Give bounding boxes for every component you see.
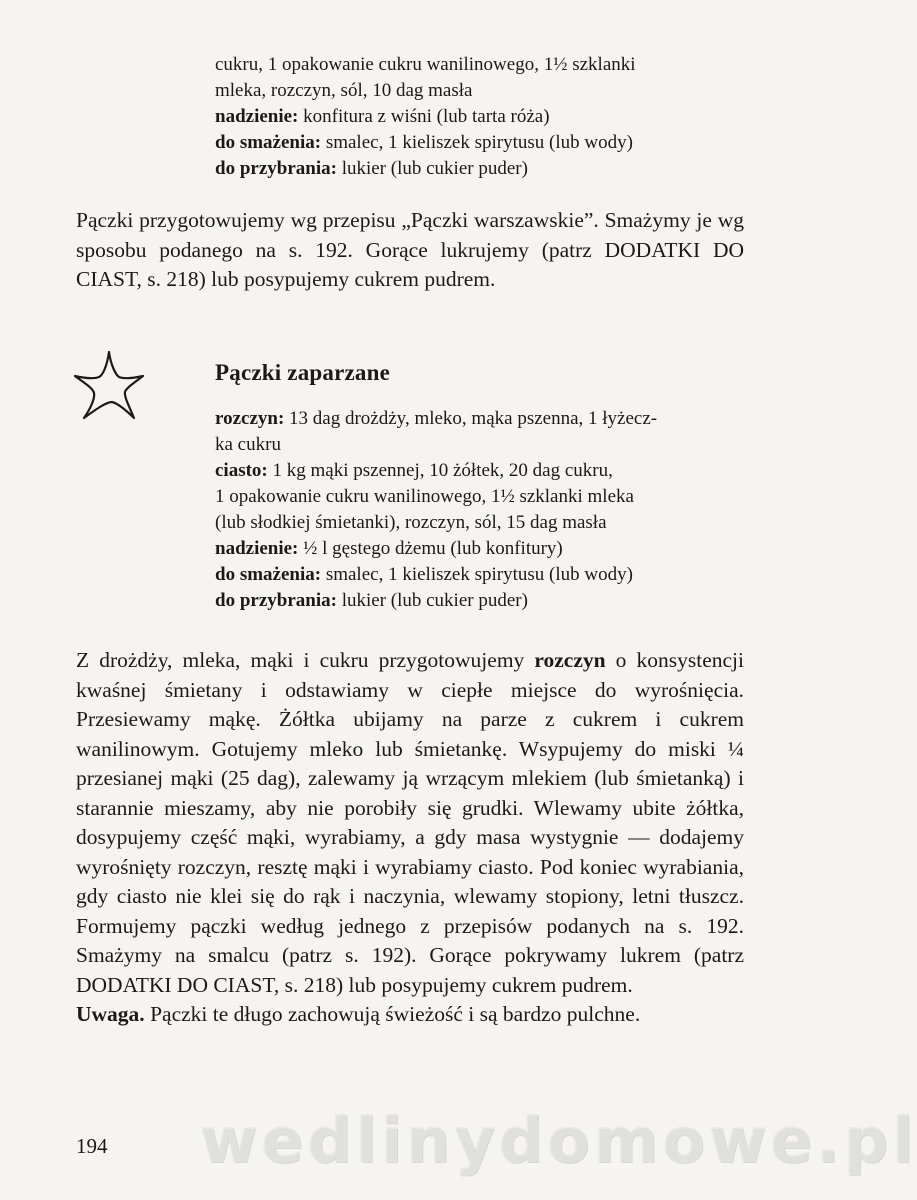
- recipe1-ingredients: [215, 52, 725, 182]
- ingredient-line: mleka, rozczyn, sól, 10 dag masła: [215, 80, 473, 101]
- ingredient-line: nadzienie: ½ l gęstego dżemu (lub konfitury): [215, 538, 563, 559]
- ingredient-line: nadzienie: konfitura z wiśni (lub tarta róża): [215, 106, 550, 127]
- ingredient-line: cukru, 1 opakowanie cukru wanilinowego, 1½ szklanki: [215, 54, 636, 75]
- ingredient-line: do smażenia: smalec, 1 kieliszek spirytusu (lub wody): [215, 564, 633, 585]
- ingredient-line: do przybrania: lukier (lub cukier puder): [215, 158, 528, 179]
- recipe2-ingredients: [215, 406, 725, 614]
- ingredient-line: (lub słodkiej śmietanki), rozczyn, sól, 15 dag masła: [215, 512, 607, 533]
- page-number: 194: [76, 1134, 108, 1158]
- recipe1-instructions: [76, 206, 744, 295]
- watermark: wedlinydomowe.pl: [200, 1104, 917, 1177]
- ingredient-line: do przybrania: lukier (lub cukier puder): [215, 590, 528, 611]
- recipe2-note: Uwaga. Pączki te długo zachowują świeżość i są bardzo pulchne.: [76, 1002, 641, 1026]
- ingredient-line: ciasto: 1 kg mąki pszennej, 10 żółtek, 20 dag cukru,: [215, 460, 613, 481]
- ingredient-line: 1 opakowanie cukru wanilinowego, 1½ szklanki mleka: [215, 486, 634, 507]
- note-label: Uwaga.: [76, 1002, 145, 1026]
- recipe1-paragraph: Pączki przygotowujemy wg przepisu „Pączki warszawskie”. Smażymy je wg sposobu podanego na s. 192. Gorące lukrujemy (patrz DODATKI DO CIAST, s. 218) lub posypujemy cukrem pudrem.: [76, 208, 744, 291]
- recipe2-title: Pączki zaparzane: [215, 360, 391, 385]
- ingredient-line: do smażenia: smalec, 1 kieliszek spirytusu (lub wody): [215, 132, 633, 153]
- star-outline-icon: [72, 348, 146, 422]
- ingredient-line: rozczyn: 13 dag drożdży, mleko, mąka pszenna, 1 łyżecz-: [215, 408, 658, 429]
- ingredient-line: ka cukru: [215, 434, 281, 455]
- bold-term: rozczyn: [534, 648, 606, 672]
- recipe2-paragraph: Z drożdży, mleka, mąki i cukru przygotowujemy rozczyn o konsystencji kwaśnej śmietany i odstawiamy w ciepłe miejsce do wyrośnięcia. Przesiewamy mąkę. Żółtka ubijamy na parze z cukrem i cukrem wanilinowym. Gotujemy mleko lub śmietankę. Wsypujemy do miski ¼ przesianej mąki (25 dag), zalewamy ją wrzącym mlekiem (lub śmietanką) i starannie mieszamy, aby nie porobiły się grudki. Wlewamy ubite żółtka, dosypujemy część mąki, wyrabiamy, a gdy masa wystygnie — dodajemy wyrośnięty rozczyn, resztę mąki i wyrabiamy ciasto. Pod koniec wyrabiania, gdy ciasto nie klei się do rąk i naczynia, wlewamy stopiony, letni tłuszcz. Formujemy pączki według jednego z przepisów podanych na s. 192. Smażymy na smalcu (patrz s. 192). Gorące pokrywamy lukrem (patrz DODATKI DO CIAST, s. 218) lub posypujemy cukrem pudrem.: [76, 648, 744, 997]
- recipe2-instructions: [76, 646, 744, 1030]
